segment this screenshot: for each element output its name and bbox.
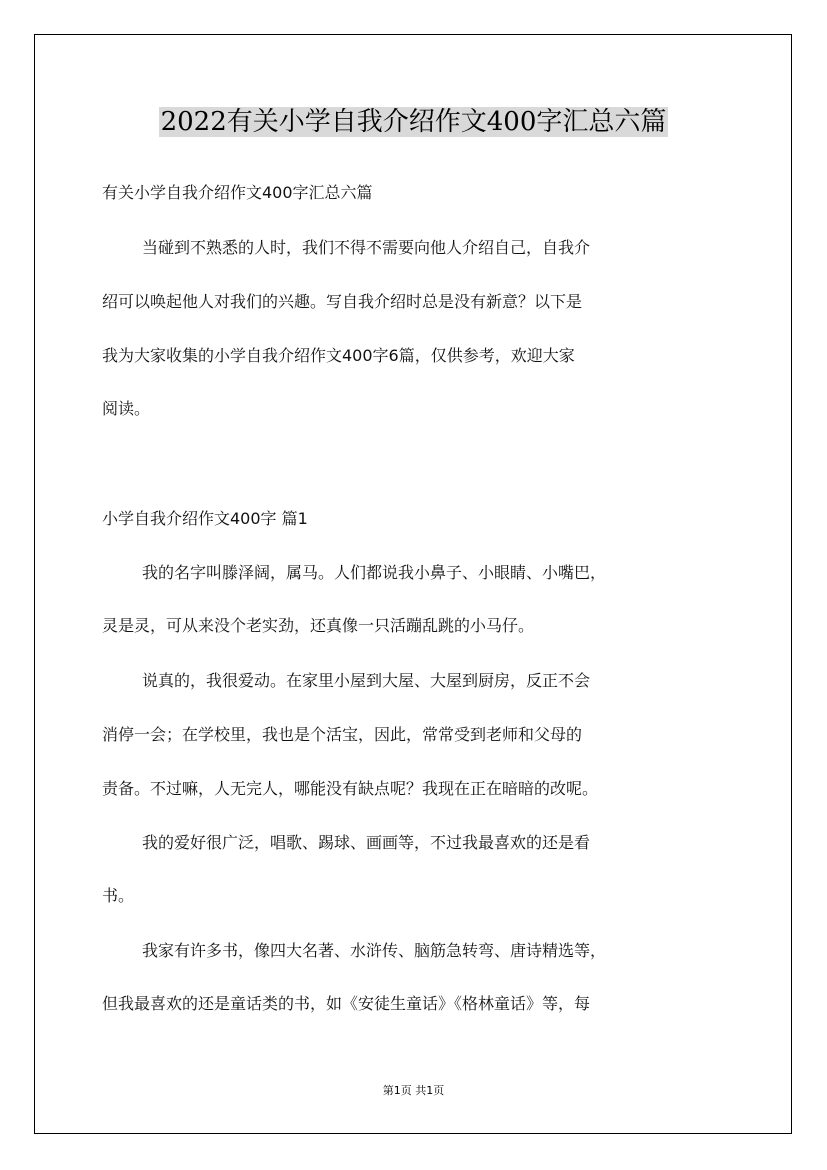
body-line: 责备。不过嘛，人无完人，哪能没有缺点呢？我现在正在暗暗的改呢。 [102, 779, 599, 798]
body-line: 但我最喜欢的还是童话类的书，如《安徒生童话》《格林童话》等，每 [102, 994, 591, 1013]
body-line: 我家有许多书，像四大名著、水浒传、脑筋急转弯、唐诗精选等， [142, 941, 607, 960]
body-line: 消停一会；在学校里，我也是个活宝，因此，常常受到老师和父母的 [102, 725, 583, 744]
body-line: 我的名字叫滕泽阔，属马。人们都说我小鼻子、小眼睛、小嘴巴， [142, 563, 607, 582]
document-title [0, 103, 827, 141]
document-subtitle: 有关小学自我介绍作文400字汇总六篇 [102, 183, 373, 202]
body-line: 说真的，我很爱动。在家里小屋到大屋、大屋到厨房，反正不会 [142, 671, 591, 690]
section-heading: 小学自我介绍作文400字 篇1 [102, 509, 308, 528]
intro-line: 绍可以唤起他人对我们的兴趣。写自我介绍时总是没有新意？以下是 [102, 292, 583, 311]
intro-line: 阅读。 [102, 399, 151, 418]
body-line: 我的爱好很广泛，唱歌、踢球、画画等，不过我最喜欢的还是看 [142, 833, 591, 852]
body-line: 书。 [102, 886, 135, 905]
intro-line: 我为大家收集的小学自我介绍作文400字6篇，仅供参考，欢迎大家 [102, 346, 575, 365]
document-title-text: 2022有关小学自我介绍作文400字汇总六篇 [160, 107, 667, 137]
body-line: 灵是灵，可从来没个老实劲，还真像一只活蹦乱跳的小马仔。 [102, 616, 535, 635]
intro-line: 当碰到不熟悉的人时，我们不得不需要向他人介绍自己，自我介 [142, 238, 591, 257]
page-footer: 第1页 共1页 [382, 1084, 445, 1097]
